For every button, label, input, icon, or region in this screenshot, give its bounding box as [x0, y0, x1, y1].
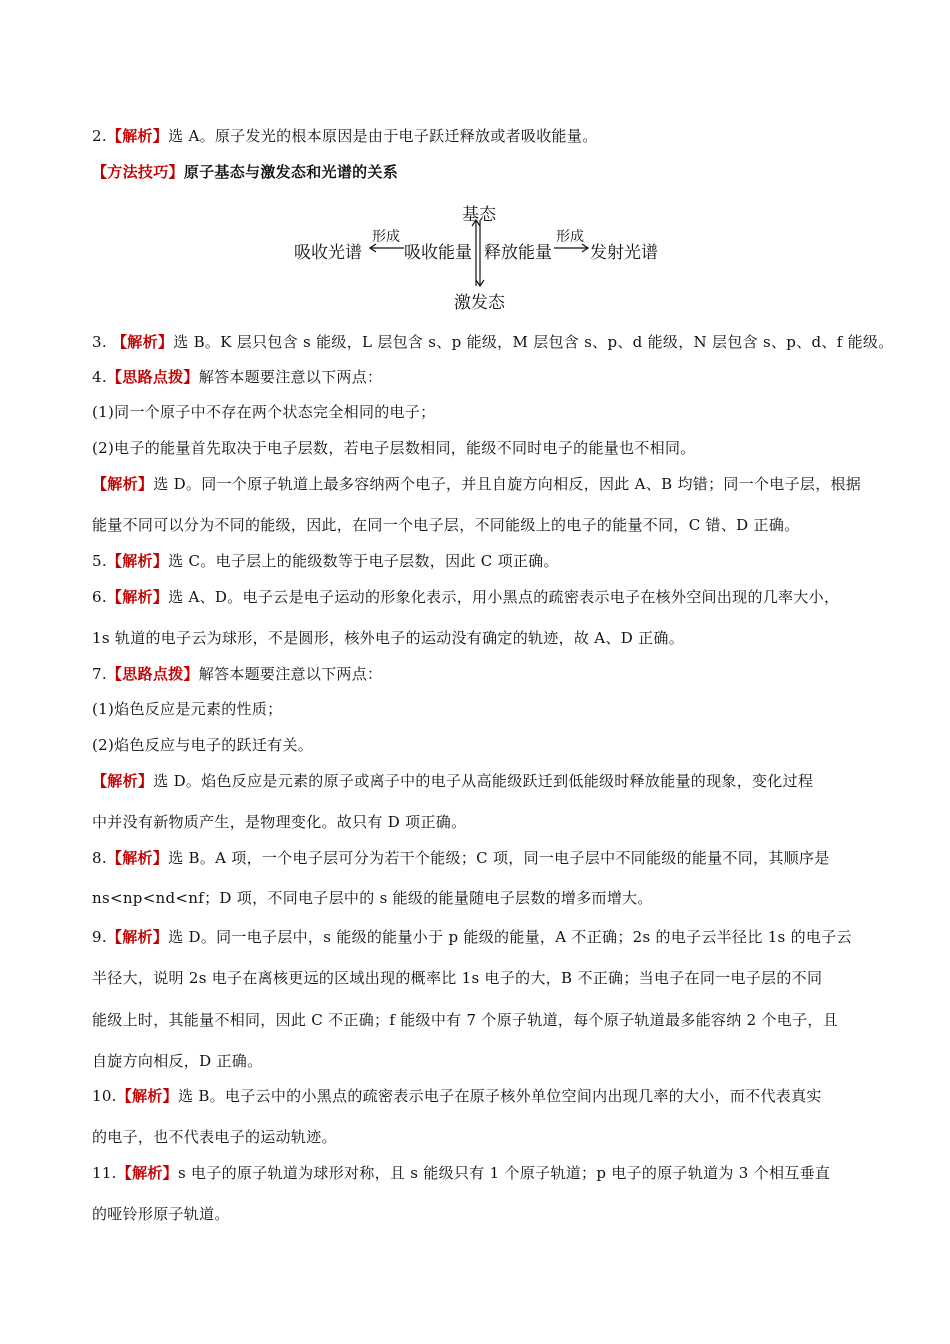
emission-spectrum-label: 发射光谱	[590, 243, 658, 263]
answer-7-analysis-line-1: 【解析】选 D。焰色反应是元素的原子或离子中的电子从高能级跃迁到低能级时释放能量的现象，变化过程	[92, 772, 814, 790]
answer-8-line-2: ns<np<nd<nf；D 项，不同电子层中的 s 能级的能量随电子层数的增多而增大。	[92, 889, 653, 907]
answer-7-hint: 7.【思路点拨】解答本题要注意以下两点：	[92, 665, 383, 683]
answer-8-line-1: 8.【解析】选 B。A 项，一个电子层可分为若干个能级；C 项，同一电子层中不同能级的能量不同，其顺序是	[92, 849, 830, 867]
absorption-spectrum-label: 吸收光谱	[294, 243, 362, 263]
form-right-label: 形成	[556, 229, 584, 245]
answer-4-hint: 4.【思路点拨】解答本题要注意以下两点：	[92, 368, 383, 386]
answer-2: 2.【解析】选 A。原子发光的根本原因是由于电子跃迁释放或者吸收能量。	[92, 127, 598, 145]
answer-4-analysis-line-1: 【解析】选 D。同一个原子轨道上最多容纳两个电子，并且自旋方向相反，因此 A、B 均错；同一个电子层，根据	[92, 475, 862, 493]
form-left-label: 形成	[372, 229, 400, 245]
answer-9-line-3: 能级上时，其能量不相同，因此 C 不正确；f 能级中有 7 个原子轨道，每个原子轨道最多能容纳 2 个电子，且	[92, 1011, 838, 1029]
answer-4-point-1: (1)同一个原子中不存在两个状态完全相同的电子；	[92, 403, 436, 421]
energy-state-diagram	[290, 196, 670, 312]
answer-10-line-1: 10.【解析】选 B。电子云中的小黑点的疏密表示电子在原子核外单位空间内出现几率的大小，而不代表真实	[92, 1087, 822, 1105]
answer-10-line-2: 的电子，也不代表电子的运动轨迹。	[92, 1128, 337, 1146]
absorb-energy-label: 吸收能量	[404, 243, 472, 263]
excited-state-label: 激发态	[454, 293, 505, 313]
answer-6-line-2: 1s 轨道的电子云为球形，不是圆形，核外电子的运动没有确定的轨迹，故 A、D 正确。	[92, 629, 685, 647]
answer-7-point-1: (1)焰色反应是元素的性质；	[92, 700, 283, 718]
answer-9-line-2: 半径大，说明 2s 电子在离核更远的区域出现的概率比 1s 电子的大，B 不正确；当电子在同一电子层的不同	[92, 969, 823, 987]
answer-7-analysis-line-2: 中并没有新物质产生，是物理变化。故只有 D 项正确。	[92, 813, 467, 831]
answer-4-point-2: (2)电子的能量首先取决于电子层数，若电子层数相同，能级不同时电子的能量也不相同。	[92, 439, 696, 457]
answer-9-line-1: 9.【解析】选 D。同一电子层中，s 能级的能量小于 p 能级的能量，A 不正确；2s 的电子云半径比 1s 的电子云	[92, 928, 852, 946]
answer-6-line-1: 6.【解析】选 A、D。电子云是电子运动的形象化表示，用小黑点的疏密表示电子在核外空间出现的几率大小，	[92, 588, 840, 606]
answer-11-line-1: 11.【解析】s 电子的原子轨道为球形对称，且 s 能级只有 1 个原子轨道；p 电子的原子轨道为 3 个相互垂直	[92, 1164, 831, 1182]
answer-7-point-2: (2)焰色反应与电子的跃迁有关。	[92, 736, 314, 754]
answer-3: 3. 【解析】选 B。K 层只包含 s 能级，L 层包含 s、p 能级，M 层包含 s、p、d 能级，N 层包含 s、p、d、f 能级。	[92, 333, 894, 351]
answer-5: 5.【解析】选 C。电子层上的能级数等于电子层数，因此 C 项正确。	[92, 552, 559, 570]
answer-4-analysis-line-2: 能量不同可以分为不同的能级，因此，在同一个电子层，不同能级上的电子的能量不同，C 错、D 正确。	[92, 516, 800, 534]
release-energy-label: 释放能量	[484, 243, 552, 263]
answer-9-line-4: 自旋方向相反，D 正确。	[92, 1052, 263, 1070]
ground-state-label: 基态	[462, 205, 496, 225]
answer-11-line-2: 的哑铃形原子轨道。	[92, 1205, 230, 1223]
method-tip-heading: 【方法技巧】原子基态与激发态和光谱的关系	[92, 163, 399, 181]
